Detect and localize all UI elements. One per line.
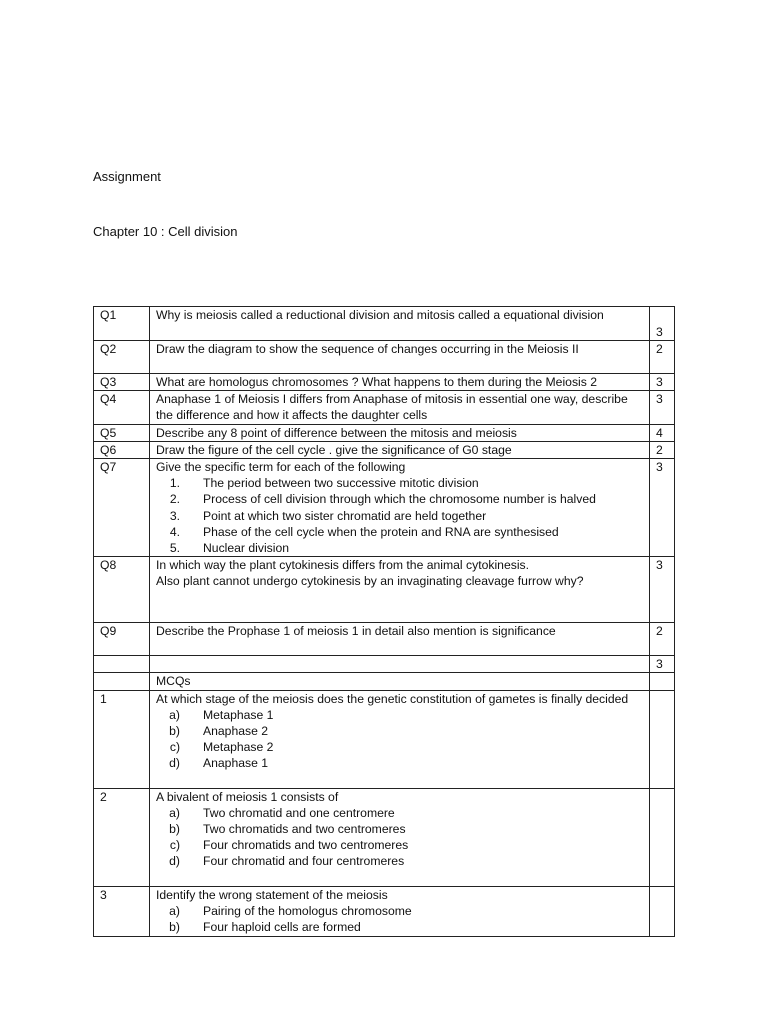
option-item: d) Anaphase 1 [156,755,643,771]
question-marks: 3 [650,656,675,673]
question-marks [650,886,675,936]
list-item: 3. Point at which two sister chromatid are held together [156,508,643,524]
question-marks: 3 [650,557,675,623]
question-text: Identify the wrong statement of the meiosis [156,887,388,902]
question-number: 3 [94,886,150,936]
question-marks [650,690,675,788]
question-text: At which stage of the meiosis does the genetic constitution of gametes is finally decided [156,691,629,706]
question-text: Describe any 8 point of difference between the mitosis and meiosis [150,424,650,441]
question-number: Q1 [94,307,150,341]
question-row [94,623,675,656]
question-row [94,441,675,458]
chapter-title: Chapter 10 : Cell division [93,224,238,239]
question-marks: 3 [650,459,675,557]
list-number: 1. [169,476,180,491]
list-number: 3. [169,508,180,523]
question-text: Draw the figure of the cell cycle . give the significance of G0 stage [150,441,650,458]
option-label: c) [169,838,180,853]
list-number: 4. [169,524,180,539]
question-cell [150,690,650,788]
option-item: c) Metaphase 2 [156,739,643,755]
option-label: a) [169,707,180,722]
option-item: a) Metaphase 1 [156,707,643,723]
question-text [150,656,650,673]
list-item: 1. The period between two successive mitotic division [156,475,643,491]
question-marks: 3 [650,307,675,341]
option-item: b) Anaphase 2 [156,723,643,739]
option-label: a) [169,805,180,820]
mcq-row [94,690,675,788]
question-marks: 3 [650,391,675,424]
option-label: a) [169,903,180,918]
question-text: Why is meiosis called a reductional division and mitosis called a equational division [150,307,650,341]
option-item: a) Two chromatid and one centromere [156,805,643,821]
section-row [94,673,675,690]
list-item: 2. Process of cell division through which the chromosome number is halved [156,491,643,507]
question-text: A bivalent of meiosis 1 consists of [156,789,339,804]
question-marks: 4 [650,424,675,441]
question-marks [650,788,675,886]
question-cell [150,557,650,623]
option-label: b) [169,920,180,935]
option-label: b) [169,724,180,739]
question-number: Q4 [94,391,150,424]
option-label: d) [169,756,180,771]
option-item: b) Four haploid cells are formed [156,919,643,935]
question-number: Q6 [94,441,150,458]
option-item: a) Pairing of the homologus chromosome [156,903,643,919]
question-marks: 2 [650,441,675,458]
question-marks: 2 [650,341,675,374]
question-cell [150,886,650,936]
question-number: 1 [94,690,150,788]
question-text: Anaphase 1 of Meiosis I differs from Anaphase of mitosis in essential one way, describe the difference and how it affects the daughter cells [150,391,650,424]
mcq-row [94,788,675,886]
option-label: d) [169,854,180,869]
question-row [94,424,675,441]
question-number: Q9 [94,623,150,656]
list-number: 2. [169,492,180,507]
list-item: 5. Nuclear division [156,540,643,556]
section-heading: MCQs [150,673,650,690]
question-row [94,459,675,557]
questions-table [93,306,675,937]
question-text: Give the specific term for each of the following [156,460,406,475]
list-number: 5. [169,541,180,556]
question-number: Q8 [94,557,150,623]
question-row [94,391,675,424]
question-row [94,374,675,391]
option-label: c) [169,740,180,755]
option-item: d) Four chromatid and four centromeres [156,853,643,869]
question-row [94,656,675,673]
question-text: Draw the diagram to show the sequence of changes occurring in the Meiosis II [150,341,650,374]
question-number: Q2 [94,341,150,374]
question-cell [150,788,650,886]
question-number: 2 [94,788,150,886]
question-number: Q5 [94,424,150,441]
assignment-heading: Assignment [93,169,161,184]
option-label: b) [169,822,180,837]
option-item: c) Four chromatids and two centromeres [156,837,643,853]
question-number [94,673,150,690]
question-marks: 2 [650,623,675,656]
list-item: 4. Phase of the cell cycle when the protein and RNA are synthesised [156,524,643,540]
question-text: In which way the plant cytokinesis differs from the animal cytokinesis. [156,558,530,573]
question-number: Q3 [94,374,150,391]
question-number: Q7 [94,459,150,557]
question-row [94,557,675,623]
question-text: Describe the Prophase 1 of meiosis 1 in detail also mention is significance [150,623,650,656]
question-marks [650,673,675,690]
question-row [94,307,675,341]
question-marks: 3 [650,374,675,391]
question-text: What are homologus chromosomes ? What happens to them during the Meiosis 2 [150,374,650,391]
question-row [94,341,675,374]
question-text-continued: Also plant cannot undergo cytokinesis by an invaginating cleavage furrow why? [156,574,584,589]
option-item: b) Two chromatids and two centromeres [156,821,643,837]
mcq-row [94,886,675,936]
question-number [94,656,150,673]
question-cell [150,459,650,557]
